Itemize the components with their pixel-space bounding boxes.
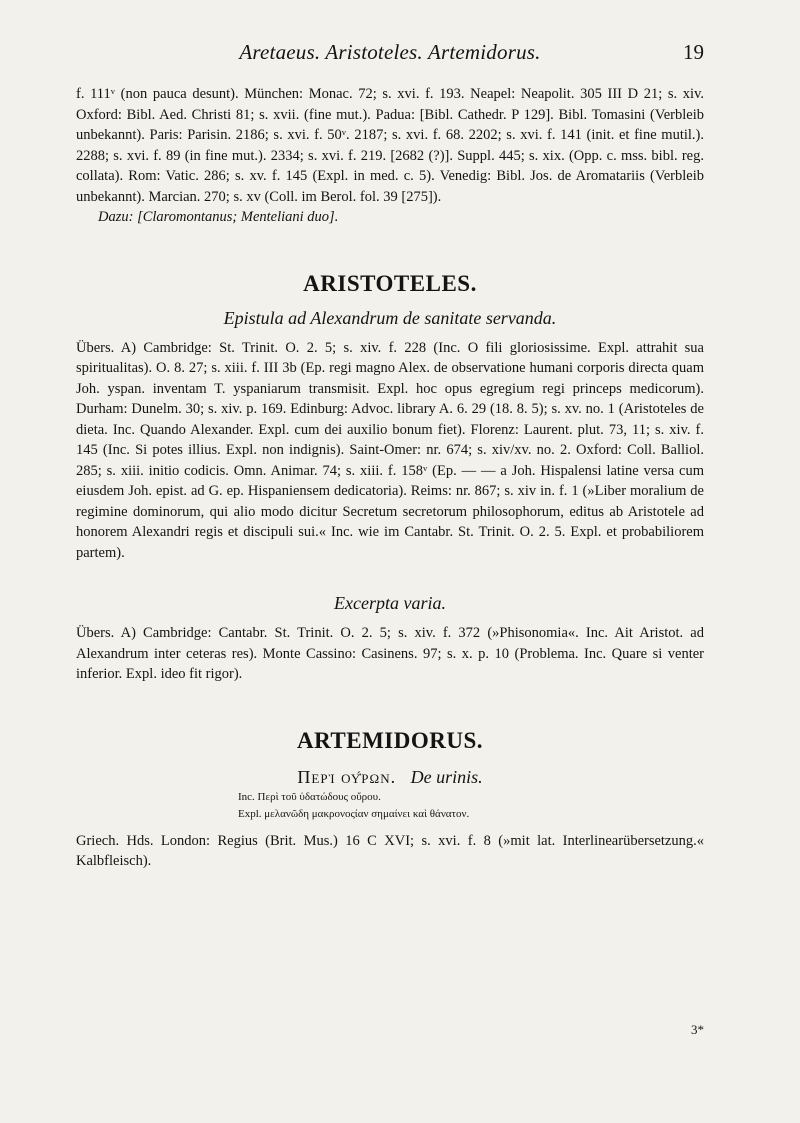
running-head <box>76 40 704 70</box>
page-content <box>76 84 704 872</box>
artemidorus-title-line <box>76 765 704 789</box>
artemidorus-latin-title: De urinis. <box>410 766 483 787</box>
artemidorus-heading: ARTEMIDORUS. <box>296 727 483 753</box>
aristoteles-subtitle: Epistula ad Alexandrum de sanitate servanda. <box>223 307 557 328</box>
artemidorus-entry: Griech. Hds. London: Regius (Brit. Mus.) 16 C XVI; s. xvi. f. 8 (»mit lat. Interlinearübersetzung.« Kalbfleisch). <box>76 832 704 869</box>
gathering-signature: 3* <box>691 1022 704 1037</box>
aretaeus-dazu: Dazu: [Claromontanus; Menteliani duo]. <box>98 209 339 225</box>
running-title: Aretaeus. Aristoteles. Artemidorus. <box>239 40 541 64</box>
excerpta-title: Excerpta varia. <box>334 593 446 613</box>
aristoteles-heading: ARISTOTELES. <box>303 270 477 296</box>
artemidorus-greek-title: Περὶ οὔρων. <box>297 766 397 787</box>
artemidorus-explicit: Expl. μελανῶδη μακρονοςίαν σημαίνει καὶ θάνατον. <box>238 807 470 820</box>
aristoteles-entry: Übers. A) Cambridge: St. Trinit. O. 2. 5; s. xiv. f. 228 (Inc. O fili gloriosissime. Expl. attrahit sua spiritualitas). O. 8. 27; s. xiii. f. III 3b (Ep. regi magno Alex. de observatione humani corporis directa quam Joh. yspan. inventam T. yspaniarum transmisit. Expl. hoc opus egregium regi princeps medicorum). Durham: Dunelm. 30; s. xiv. p. 169. Edinburg: Advoc. library A. 6. 29 (18. 8. 5); s. xv. no. 1 (Aristoteles de dieta. Inc. Quando Alexander. Expl. cum dei auxilio bonum fiet). Florenz: Laurent. plut. 73, 11; s. xiv. f. 145 (Inc. Si potes illius. Expl. non indignis). Saint-Omer: nr. 674; s. xiv/xv. no. 2. Oxford: Coll. Balliol. 285; s. xiii. initio codicis. Omn. Animar. 74; s. xiii. f. 158ᵛ (Ep. — — a Joh. Hispalensi latine versa cum eiusdem Joh. epist. ad G. ep. Hispaniensem dedicatoria). Reims: nr. 867; s. xiv in. f. 1 (»Liber moralium de regimine dominorum, qui alio modo dicitur Secretum secretorum philosophorum, editus ab Aristotele ad honorem Alexandri regis et discipuli sui.« Inc. wie im Cantabr. St. Trinit. O. 2. 5. Expl. et probabiliorem partem). <box>76 339 704 561</box>
excerpta-entry: Übers. A) Cambridge: Cantabr. St. Trinit. O. 2. 5; s. xiv. f. 372 (»Phisonomia«. Inc. Ait Aristot. ad Alexandrum inter ceteras res). Monte Cassino: Casinens. 97; s. x. p. 10 (Problema. Inc. Quare si venter inferior. Expl. ideo fit rigor). <box>76 625 704 682</box>
aretaeus-continuation: f. 111ᵛ (non pauca desunt). München: Monac. 72; s. xvi. f. 193. Neapel: Neapolit. 305 III D 21; s. xiv. Oxford: Bibl. Aed. Christi 81; s. xvii. (fine mut.). Padua: [Bibl. Cathedr. P 129]. Bibl. Tomasini (Verbleib unbekannt). Paris: Parisin. 2186; s. xvi. f. 50ᵛ. 2187; s. xvi. f. 68. 2202; s. xvi. f. 141 (init. et fine mutil.). 2288; s. xvi. f. 89 (in fine mut.). 2334; s. xvi. f. 219. [2682 (?)]. Suppl. 445; s. xix. (Opp. c. mss. bibl. reg. collata). Rom: Vatic. 286; s. xv. f. 145 (Expl. in med. c. 5). Venedig: Bibl. Jos. de Aromatariis (Verbleib unbekannt). Marcian. 270; s. xv (Coll. im Berol. fol. 39 [275]). <box>76 86 704 205</box>
artemidorus-incipit: Inc. Περὶ τοῦ ὑδατώδους οὔρου. <box>238 790 381 803</box>
page-number: 19 <box>683 40 704 64</box>
